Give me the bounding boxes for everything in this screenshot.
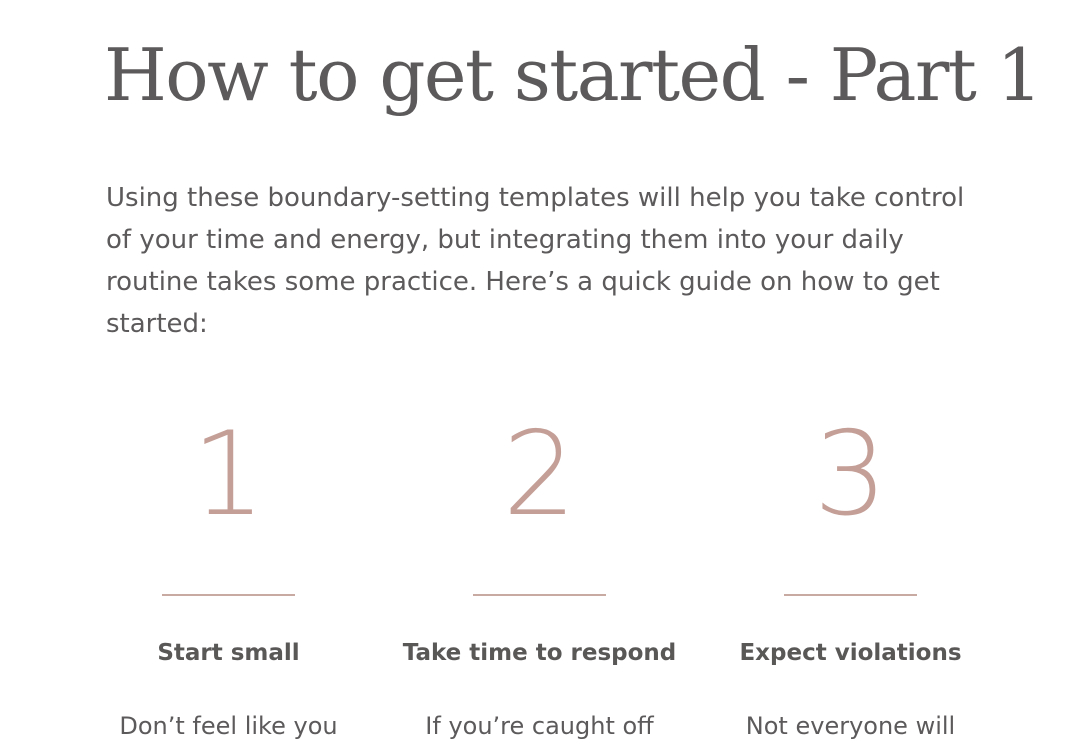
step-heading: Take time to respond [402,640,677,666]
step-2 [384,400,695,752]
page-title: How to get started - Part 1 [104,33,1041,117]
step-text: Not everyone will [745,712,956,740]
step-heading: Start small [157,640,300,666]
step-divider [784,594,917,596]
step-divider [162,594,295,596]
step-number: 1 [191,407,266,542]
intro-paragraph: Using these boundary-setting templates will help you take control of your time and energy, but integrating them into your daily routine takes some practice. Here’s a quick guide on how to get started: [106,183,965,339]
step-number: 3 [813,407,888,542]
step-1 [73,400,384,752]
step-text: Don’t feel like you [119,712,338,740]
step-3 [695,400,1006,752]
step-divider [473,594,606,596]
steps-row [73,400,1006,752]
step-heading: Expect violations [739,640,962,666]
step-text: If you’re caught off [425,712,654,740]
step-number: 2 [502,407,577,542]
